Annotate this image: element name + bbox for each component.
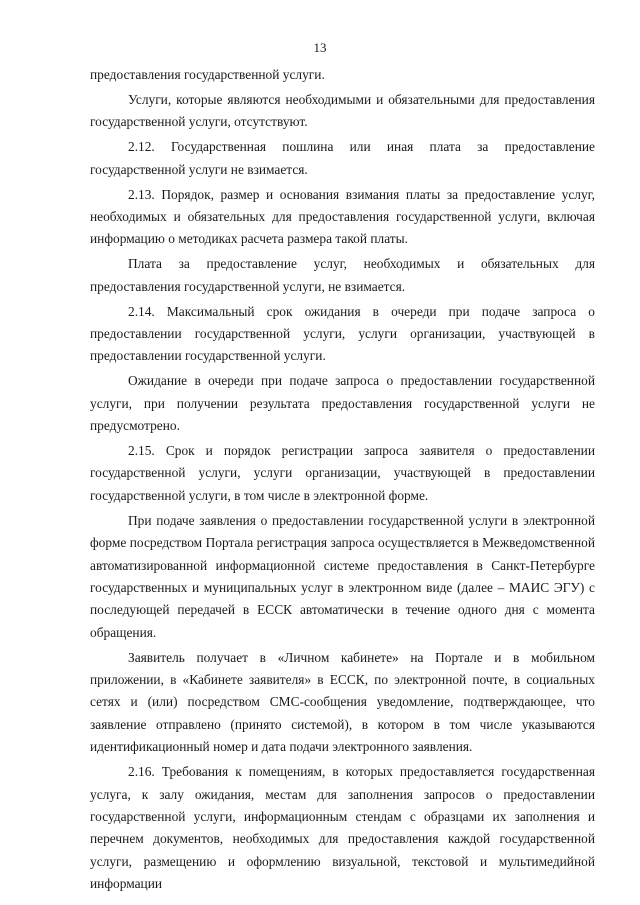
paragraph-10: Заявитель получает в «Личном кабинете» на Портале и в мобильном приложении, в «Кабинете заявителя» в ЕССК, по электронной почте, в социальных сетях и (или) посредством СМС-сообщения уведомление, подтверждающее, что заявление отправлено (принято системой), в котором в том числе указываются идентификационный номер и дата подачи электронного заявления. <box>90 649 595 755</box>
paragraph-5: Плата за предоставление услуг, необходимых и обязательных для предоставления государственной услуги, не взимается. <box>90 256 595 294</box>
paragraph-3: 2.12. Государственная пошлина или иная плата за предоставление государственной услуги не взимается. <box>90 139 595 177</box>
paragraph-9: При подаче заявления о предоставлении государственной услуги в электронной форме посредством Портала регистрация запроса осуществляется в Межведомственной автоматизированной информационной системе предоставления в Санкт-Петербурге государственных и муниципальных услуг в электронном виде (далее – МАИС ЭГУ) с последующей передачей в ЕССК автоматически в течение одного дня с момента обращения. <box>90 512 595 640</box>
paragraph-6: 2.14. Максимальный срок ожидания в очереди при подаче запроса о предоставлении государственной услуги, услуги организации, участвующей в предоставлении государственной услуги. <box>90 303 595 364</box>
paragraph-11: 2.16. Требования к помещениям, в которых предоставляется государственная услуга, к залу ожидания, местам для заполнения запросов о предоставлении государственной услуги, информационным стендам с образцами их заполнения и перечнем документов, необходимых для предоставления каждой государственной услуги, размещению и оформлению визуальной, текстовой и мультимедийной информации <box>90 764 595 892</box>
document-body <box>90 64 595 896</box>
paragraph-8: 2.15. Срок и порядок регистрации запроса заявителя о предоставлении государственной услуги, услуги организации, участвующей в предоставлении государственной услуги, в том числе в электронной форме. <box>90 443 595 503</box>
paragraph-7: Ожидание в очереди при подаче запроса о предоставлении государственной услуги, при получении результата предоставления государственной услуги не предусмотрено. <box>90 373 595 434</box>
paragraph-2: Услуги, которые являются необходимыми и обязательными для предоставления государственной услуги, отсутствуют. <box>90 91 595 130</box>
paragraph-4: 2.13. Порядок, размер и основания взимания платы за предоставление услуг, необходимых и обязательных для предоставления государственной услуги, включая информацию о методиках расчета размера такой платы. <box>90 186 595 247</box>
paragraph-1: предоставления государственной услуги. <box>90 67 325 82</box>
page-number: 13 <box>313 40 327 55</box>
